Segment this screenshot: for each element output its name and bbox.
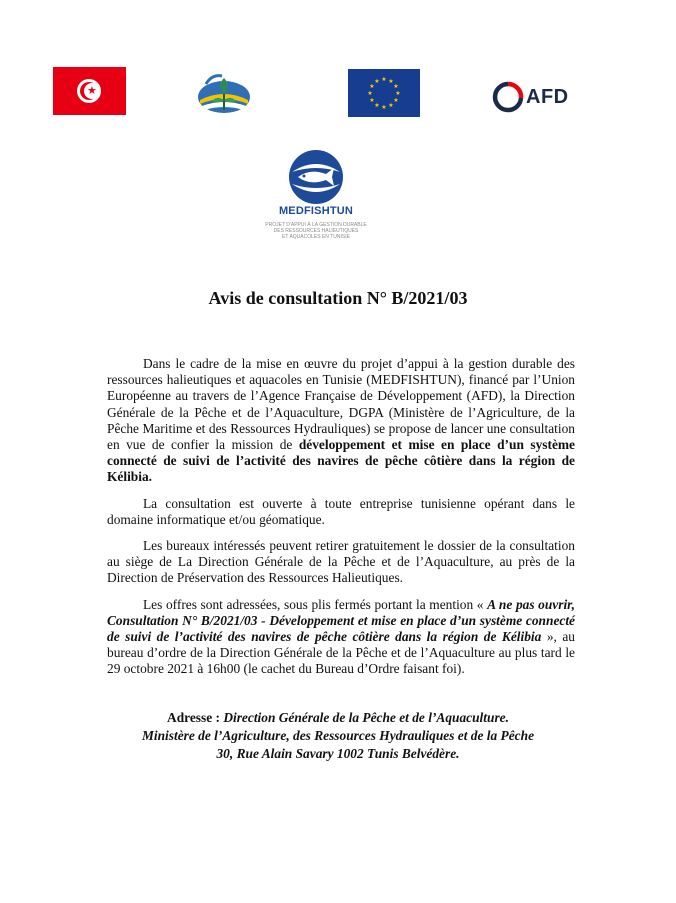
afd-logo	[492, 80, 592, 116]
afd-logo-text: AFD	[526, 86, 569, 108]
paragraph-text: Les offres sont adressées, sous plis fermés portant la mention «	[143, 596, 488, 612]
document-title: Avis de consultation N° B/2021/03	[208, 288, 468, 308]
svg-text:★: ★	[381, 105, 387, 111]
eu-stars-icon	[348, 69, 420, 117]
tunisia-flag-logo: ★	[53, 67, 126, 115]
paragraph-text: », au bureau d’ordre de la Direction Générale de la Pêche et de l’Aquaculture au plus tard le 29 octobre 2021 à 16h00 (le cachet du Bureau d’Ordre faisant foi).	[107, 629, 575, 677]
svg-text:★: ★	[374, 79, 380, 85]
address-line: Direction Générale de la Pêche et de l’Aquaculture.	[223, 710, 509, 725]
svg-text:★: ★	[388, 103, 394, 109]
svg-text:★: ★	[393, 98, 399, 104]
paragraph-dossier: Les bureaux intéressés peuvent retirer gratuitement le dossier de la consultation au siège de La Direction Générale de la Pêche et de l’Aquaculture, au près de la Direction de Préservation des Ressources Halieutiques.	[107, 538, 575, 586]
svg-text:★: ★	[393, 84, 399, 90]
medfishtun-tagline-line: DES RESSOURCES HALIEUTIQUES	[273, 228, 359, 234]
address-label: Adresse :	[167, 710, 224, 725]
svg-text:★: ★	[367, 91, 373, 97]
address-line: 30, Rue Alain Savary 1002 Tunis Belvédère.	[216, 746, 460, 761]
paragraph-text: Dans le cadre de la mise en œuvre du projet d’appui à la gestion durable des ressources halieutiques et aquacoles en Tunisie (MEDFISHTUN), financé par l’Union Européenne au travers de l’Agence Française de Développement (AFD), la Direction Générale de la Pêche et de l’Aquaculture, DGPA (Ministère de l’Agriculture, de la Pêche Maritime et des Ressources Hydrauliques) se propose de lancer une consultation en vue de confier la mission de	[107, 356, 575, 453]
document-body	[107, 356, 575, 688]
paragraph-eligibility: La consultation est ouverte à toute entreprise tunisienne opérant dans le domaine informatique et/ou géomatique.	[107, 495, 575, 527]
medfishtun-tagline-line: ET AQUACOLES EN TUNISIE	[282, 234, 350, 240]
svg-text:★: ★	[388, 79, 394, 85]
svg-text:★: ★	[374, 103, 380, 109]
svg-text:★: ★	[395, 91, 401, 97]
address-block	[90, 709, 586, 763]
eu-flag-logo	[348, 69, 420, 117]
mission-bold-text: développement et mise en place d’un système connecté de suivi de l’activité des navires de pêche côtière dans la région de Kélibia.	[107, 437, 575, 485]
afd-ring-icon	[492, 80, 524, 116]
dgpa-emblem-logo	[196, 70, 252, 118]
svg-text:★: ★	[369, 98, 375, 104]
paragraph-context	[107, 356, 575, 486]
envelope-mention-text: A ne pas ouvrir, Consultation N° B/2021/03 - Développement et mise en place d’un système connecté de suivi de l’activité des navires de pêche côtière dans la région de Kélibia	[107, 596, 575, 645]
paragraph-submission	[107, 597, 575, 678]
svg-text:★: ★	[381, 77, 387, 83]
address-line: Ministère de l’Agriculture, des Ressources Hydrauliques et de la Pêche	[141, 728, 535, 743]
medfishtun-name: MEDFISHTUN	[278, 205, 354, 217]
medfishtun-tagline-line: PROJET D'APPUI À LA GESTION DURABLE	[265, 222, 367, 228]
medfishtun-tagline	[236, 222, 396, 240]
svg-text:★: ★	[369, 84, 375, 90]
medfishtun-fish-icon	[286, 148, 346, 206]
